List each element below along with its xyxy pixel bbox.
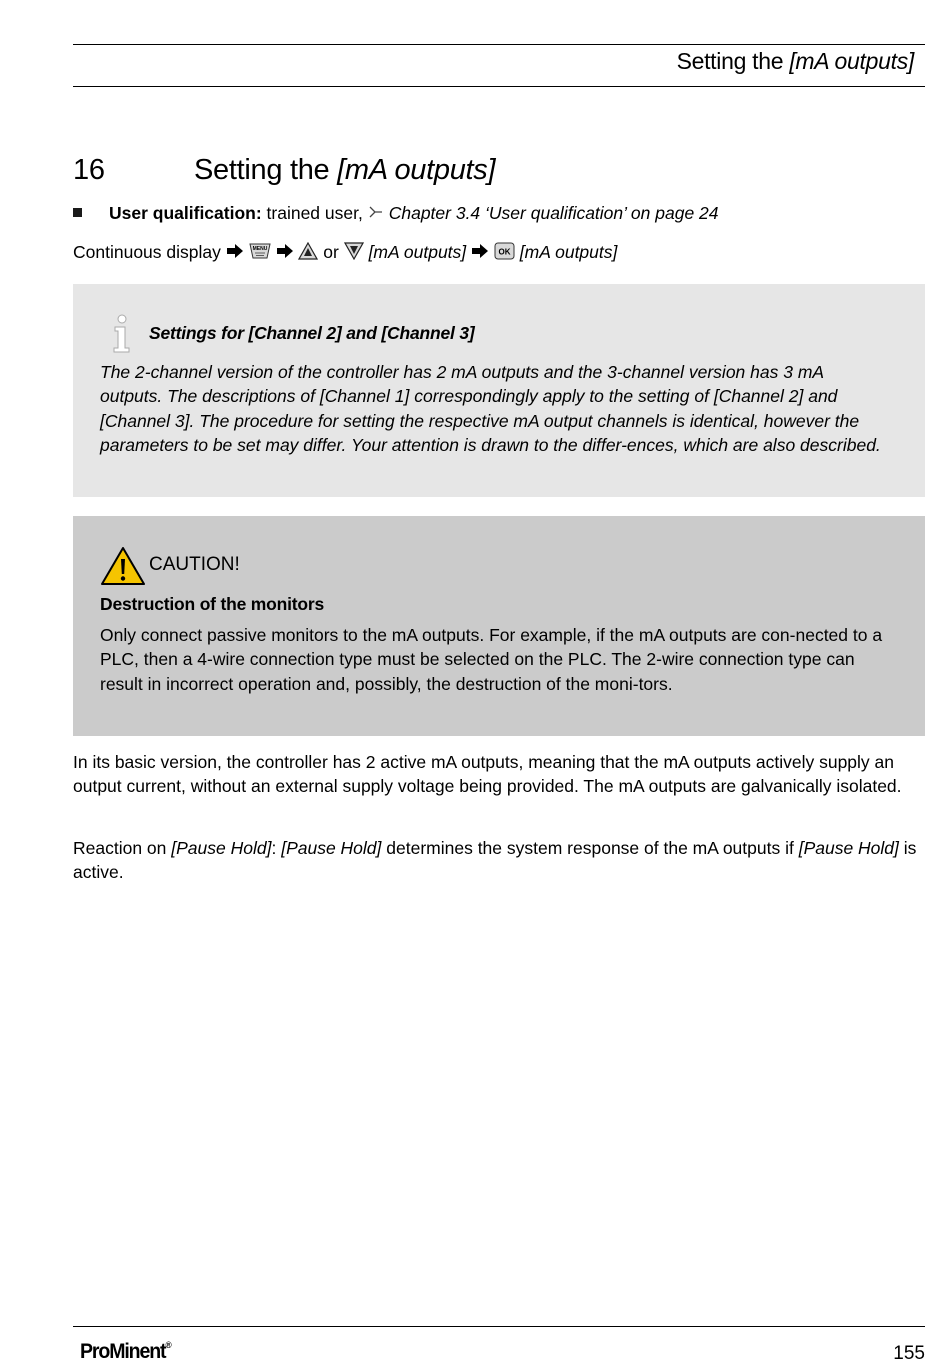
info-body: The 2-channel version of the controller has 2 mA outputs and the 3-channel version has 3 mA outputs. The descriptions of [Channel 1] correspondingly apply to the setting of [Channel 2] and [Channel 3]. The procedure for setting the respective mA output channels is identical, however the parameters to be set may differ. Your attention is drawn to the differ-ences, which are also described. <box>100 362 881 455</box>
caution-body: Only connect passive monitors to the mA outputs. For example, if the mA outputs are con-nected to a PLC, then a 4-wire connection type must be selected on the PLC. The 2-wire connection type can result in incorrect operation and, possibly, the destruction of the moni-tors. <box>100 625 883 694</box>
menu-path: Continuous display MENU or [mA outputs] OK [mA outputs] <box>73 242 618 262</box>
prominent-logo: ProMinent® <box>80 1340 172 1363</box>
page-number: 155 <box>893 1343 925 1364</box>
link-hand-icon <box>368 205 384 219</box>
running-header: Setting the [mA outputs] <box>676 48 914 74</box>
arrow-right-icon <box>276 244 294 258</box>
caution-note <box>73 516 925 736</box>
square-bullet-icon <box>73 208 82 217</box>
svg-text:OK: OK <box>498 247 511 257</box>
chapter-number: 16 <box>73 154 105 186</box>
menu-key-icon <box>249 242 271 260</box>
info-icon <box>109 314 135 354</box>
arrow-right-icon <box>226 244 244 258</box>
header-bottom-rule <box>73 86 925 87</box>
user-qualification: User qualification: trained user, Chapter 3.4 ‘User qualification’ on page 24 <box>73 203 719 224</box>
arrow-right-icon <box>471 244 489 258</box>
header-top-rule <box>73 44 925 45</box>
ok-key-icon <box>494 242 515 260</box>
body-paragraph: In its basic version, the controller has 2 active mA outputs, meaning that the mA outputs actively supply an output current, without an external supply voltage being provided. The mA outputs are galvanically isolated. <box>73 752 902 797</box>
chapter-link[interactable]: Chapter 3.4 ‘User qualification’ on page 24 <box>388 203 719 223</box>
caution-heading: Destruction of the monitors <box>100 594 325 614</box>
pause-hold-paragraph: Reaction on [Pause Hold]: [Pause Hold] determines the system response of the mA outputs if [Pause Hold] is active. <box>73 838 917 883</box>
footer-rule <box>73 1326 925 1327</box>
warning-icon <box>100 546 146 586</box>
info-title: Settings for [Channel 2] and [Channel 3] <box>149 323 475 343</box>
svg-text:MENU: MENU <box>252 246 267 253</box>
down-key-icon <box>344 242 364 260</box>
caution-title: CAUTION! <box>149 554 240 575</box>
chapter-title: Setting the [mA outputs] <box>194 154 496 186</box>
info-note <box>73 284 925 497</box>
up-key-icon <box>298 242 318 260</box>
